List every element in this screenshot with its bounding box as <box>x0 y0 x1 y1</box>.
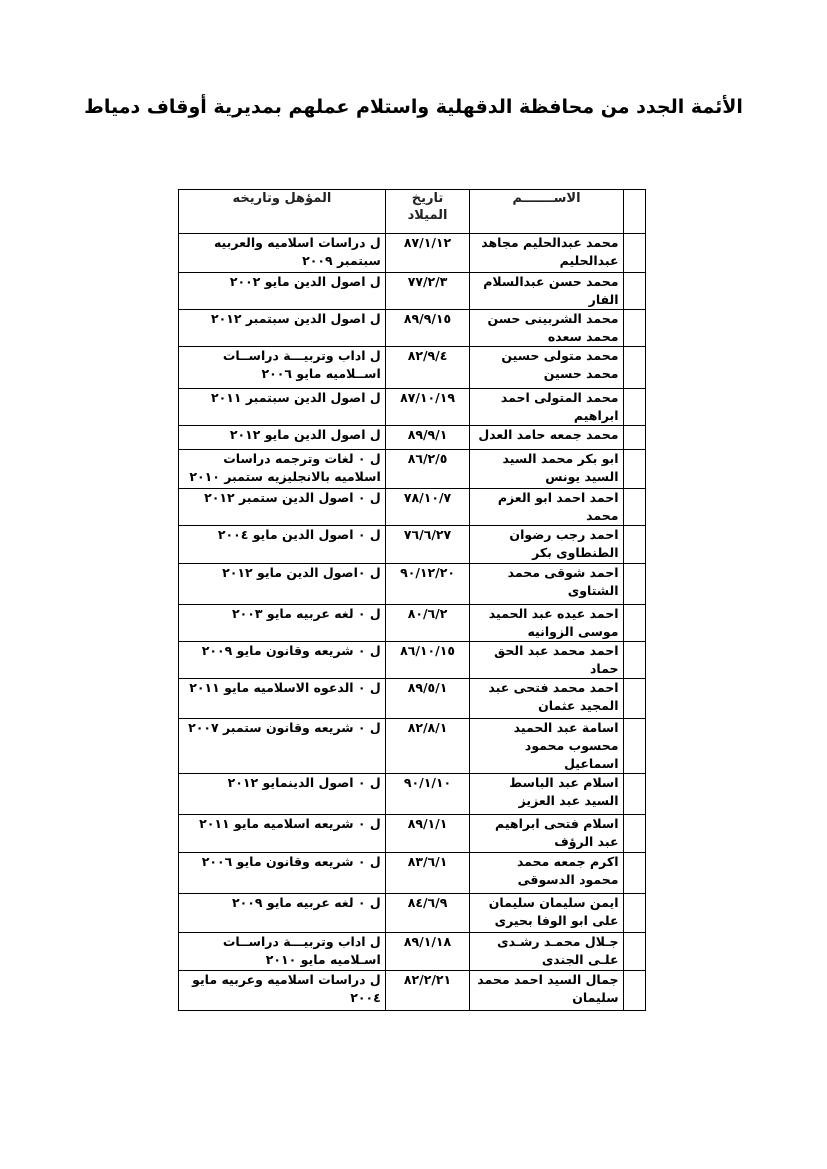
header-birth-date: تاريخ الميلاد <box>385 190 470 234</box>
cell-birth-date: ٨٩/١/١٨ <box>385 933 470 971</box>
row-blank-cell <box>623 389 645 426</box>
table-row <box>179 719 646 774</box>
cell-name: احمد احمد ابو العزم محمد <box>470 489 623 526</box>
cell-name: احمد رجب رضوان الطنطاوى بكر <box>470 526 623 564</box>
cell-birth-date: ٨٩/٩/١٥ <box>385 310 470 347</box>
table-row <box>179 894 646 933</box>
cell-qualification: ل اصول الدين سبتمبر ٢٠١١ <box>179 389 386 426</box>
cell-qualification: ل ٠ شريعه وقانون مايو ٢٠٠٦ <box>179 853 386 894</box>
row-blank-cell <box>623 853 645 894</box>
cell-birth-date: ٨٩/٥/١ <box>385 679 470 719</box>
cell-name: احمد شوقى محمد الشتاوى <box>470 564 623 605</box>
row-blank-cell <box>623 310 645 347</box>
cell-name: جـلال محمـد رشـدى علـى الجندى <box>470 933 623 971</box>
cell-qualification: ل ٠ شريعه وقانون ستمبر ٢٠٠٧ <box>179 719 386 774</box>
cell-qualification: ل ٠ لغه عربيه مايو ٢٠٠٣ <box>179 605 386 642</box>
header-qualification: المؤهل وتاريخه <box>179 190 386 234</box>
row-blank-cell <box>623 605 645 642</box>
table-row <box>179 234 646 273</box>
cell-name: اسامة عبد الحميد محسوب محمود اسماعيل <box>470 719 623 774</box>
row-blank-cell <box>623 719 645 774</box>
row-blank-cell <box>623 347 645 389</box>
cell-qualification: ل ٠ الدعوه الاسلاميه مايو ٢٠١١ <box>179 679 386 719</box>
cell-qualification: ل دراسات اسلاميه والعربيه سبتمبر ٢٠٠٩ <box>179 234 386 273</box>
cell-birth-date: ٨٧/١٠/١٩ <box>385 389 470 426</box>
cell-birth-date: ٩٠/١/١٠ <box>385 774 470 815</box>
cell-qualification: ل ٠ شريعه اسلاميه مايو ٢٠١١ <box>179 815 386 853</box>
table-row <box>179 489 646 526</box>
table-row <box>179 774 646 815</box>
table-row <box>179 426 646 450</box>
cell-qualification: ل دراسات اسلاميه وعربيه مايو ٢٠٠٤ <box>179 971 386 1011</box>
cell-name: اسلام عبد الباسط السيد عبد العزيز <box>470 774 623 815</box>
cell-birth-date: ٨٣/٦/١ <box>385 853 470 894</box>
row-blank-cell <box>623 642 645 679</box>
appointments-table <box>178 189 646 1011</box>
cell-birth-date: ٨٢/٩/٤ <box>385 347 470 389</box>
row-blank-cell <box>623 564 645 605</box>
cell-birth-date: ٩٠/١٢/٢٠ <box>385 564 470 605</box>
cell-birth-date: ٨٦/١٠/١٥ <box>385 642 470 679</box>
row-blank-cell <box>623 450 645 489</box>
table-row <box>179 273 646 310</box>
header-name: الاســـــــم <box>470 190 623 234</box>
table-row <box>179 971 646 1011</box>
cell-qualification: ل ٠ شريعه وقانون مايو ٢٠٠٩ <box>179 642 386 679</box>
table-row <box>179 853 646 894</box>
cell-birth-date: ٨٩/١/١ <box>385 815 470 853</box>
cell-qualification: ل ٠ لغه عربيه مايو ٢٠٠٩ <box>179 894 386 933</box>
table-row <box>179 679 646 719</box>
cell-qualification: ل اصول الدين مايو ٢٠٠٢ <box>179 273 386 310</box>
cell-qualification: ل ٠ اصول الدين مايو ٢٠٠٤ <box>179 526 386 564</box>
row-blank-cell <box>623 426 645 450</box>
cell-name: محمد المتولى احمد ابراهيم <box>470 389 623 426</box>
row-blank-cell <box>623 933 645 971</box>
cell-qualification: ل ٠ لغات وترجمه دراسات اسلاميه بالانجليزيه ستمبر ٢٠١٠ <box>179 450 386 489</box>
cell-birth-date: ٨٢/٨/١ <box>385 719 470 774</box>
row-blank-cell <box>623 774 645 815</box>
row-blank-cell <box>623 273 645 310</box>
header-blank-cell <box>623 190 645 234</box>
row-blank-cell <box>623 489 645 526</box>
cell-qualification: ل اصول الدين مايو ٢٠١٢ <box>179 426 386 450</box>
cell-qualification: ل اصول الدين سبتمبر ٢٠١٢ <box>179 310 386 347</box>
table-row <box>179 815 646 853</box>
table-row <box>179 347 646 389</box>
row-blank-cell <box>623 894 645 933</box>
cell-name: جمال السيد احمد محمد سليمان <box>470 971 623 1011</box>
cell-name: اسلام فتحى ابراهيم عبد الرؤف <box>470 815 623 853</box>
cell-birth-date: ٧٨/١٠/٧ <box>385 489 470 526</box>
cell-name: احمد عيده عبد الحميد موسى الزوانيه <box>470 605 623 642</box>
cell-name: محمد عبدالحليم مجاهد عبدالحليم <box>470 234 623 273</box>
page-title: الأئمة الجدد من محافظة الدقهلية واستلام عملهم بمديرية أوقاف دمياط <box>84 96 743 118</box>
cell-name: محمد حسن عبدالسلام الفار <box>470 273 623 310</box>
cell-birth-date: ٧٧/٢/٣ <box>385 273 470 310</box>
cell-birth-date: ٨٠/٦/٢ <box>385 605 470 642</box>
cell-birth-date: ٨٢/٢/٢١ <box>385 971 470 1011</box>
table-header-row <box>179 190 646 234</box>
cell-name: ايمن سليمان سليمان على ابو الوفا بحيرى <box>470 894 623 933</box>
cell-qualification: ل ٠ اصول الدين ستمبر ٢٠١٢ <box>179 489 386 526</box>
cell-birth-date: ٨٧/١/١٢ <box>385 234 470 273</box>
table-row <box>179 642 646 679</box>
cell-birth-date: ٨٩/٩/١ <box>385 426 470 450</box>
row-blank-cell <box>623 815 645 853</box>
cell-name: محمد الشربينى حسن محمد سعده <box>470 310 623 347</box>
table-row <box>179 564 646 605</box>
cell-name: احمد محمد عبد الحق حماد <box>470 642 623 679</box>
cell-name: محمد متولى حسين محمد حسين <box>470 347 623 389</box>
cell-qualification: ل ٠ اصول الدينمايو ٢٠١٢ <box>179 774 386 815</box>
cell-birth-date: ٨٤/٦/٩ <box>385 894 470 933</box>
row-blank-cell <box>623 526 645 564</box>
table-row <box>179 389 646 426</box>
cell-name: محمد جمعه حامد العدل <box>470 426 623 450</box>
cell-birth-date: ٨٦/٢/٥ <box>385 450 470 489</box>
cell-birth-date: ٧٦/٦/٢٧ <box>385 526 470 564</box>
row-blank-cell <box>623 234 645 273</box>
table-row <box>179 933 646 971</box>
cell-qualification: ل اداب وتربيـــة دراســات اســلاميه مايو ٢٠٠٦ <box>179 347 386 389</box>
row-blank-cell <box>623 971 645 1011</box>
cell-qualification: ل اداب وتربيـــة دراســات اسـلاميه مايو ٢٠١٠ <box>179 933 386 971</box>
table-row <box>179 605 646 642</box>
table-row <box>179 526 646 564</box>
table-row <box>179 450 646 489</box>
cell-name: اكرم جمعه محمد محمود الدسوقى <box>470 853 623 894</box>
cell-name: احمد محمد فتحى عبد المجيد عثمان <box>470 679 623 719</box>
cell-name: ابو بكر محمد السيد السيد يونس <box>470 450 623 489</box>
table-row <box>179 310 646 347</box>
row-blank-cell <box>623 679 645 719</box>
cell-qualification: ل ٠اصول الدين مايو ٢٠١٢ <box>179 564 386 605</box>
